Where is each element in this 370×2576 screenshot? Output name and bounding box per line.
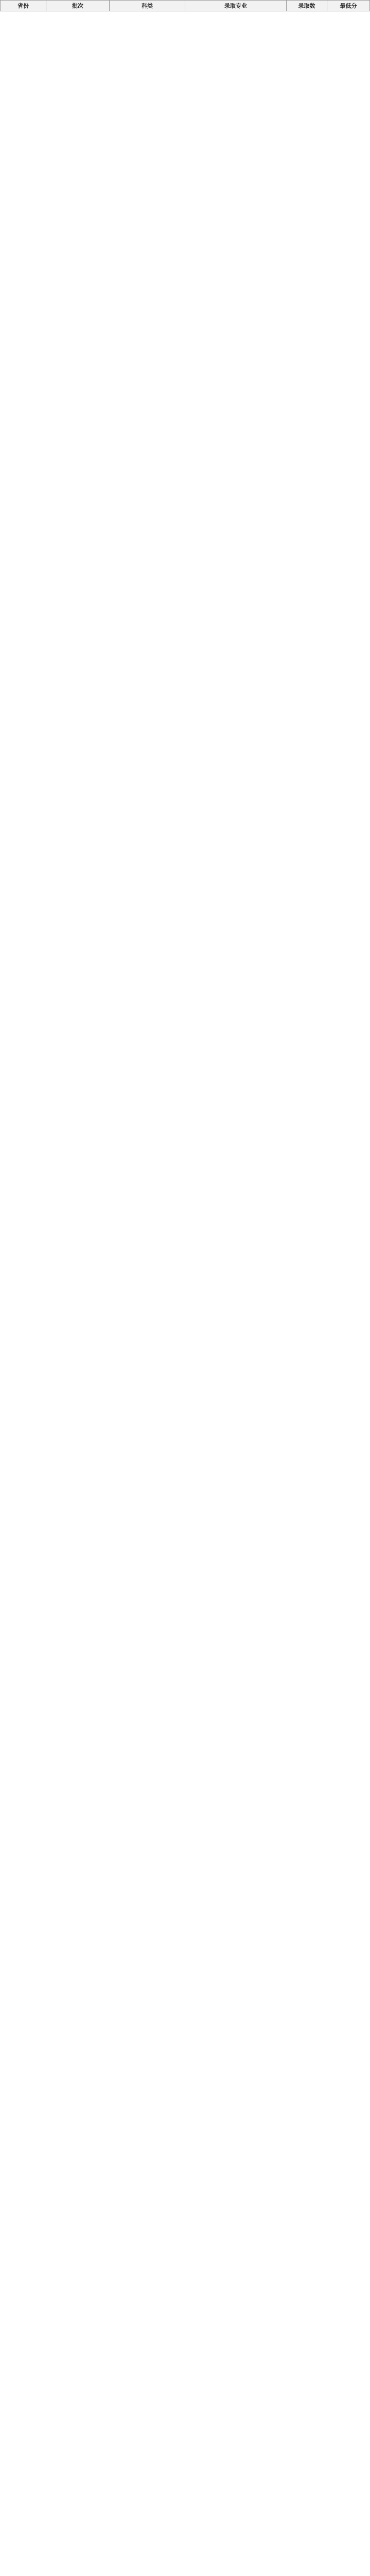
admission-table bbox=[0, 0, 370, 11]
header-province: 省份 bbox=[1, 1, 46, 11]
header-category: 科类 bbox=[110, 1, 185, 11]
header-batch: 批次 bbox=[46, 1, 110, 11]
header-row bbox=[1, 1, 370, 11]
table-header bbox=[1, 1, 370, 11]
header-admitted: 录取数 bbox=[287, 1, 327, 11]
header-major: 录取专业 bbox=[185, 1, 287, 11]
header-min-score: 最低分 bbox=[327, 1, 370, 11]
